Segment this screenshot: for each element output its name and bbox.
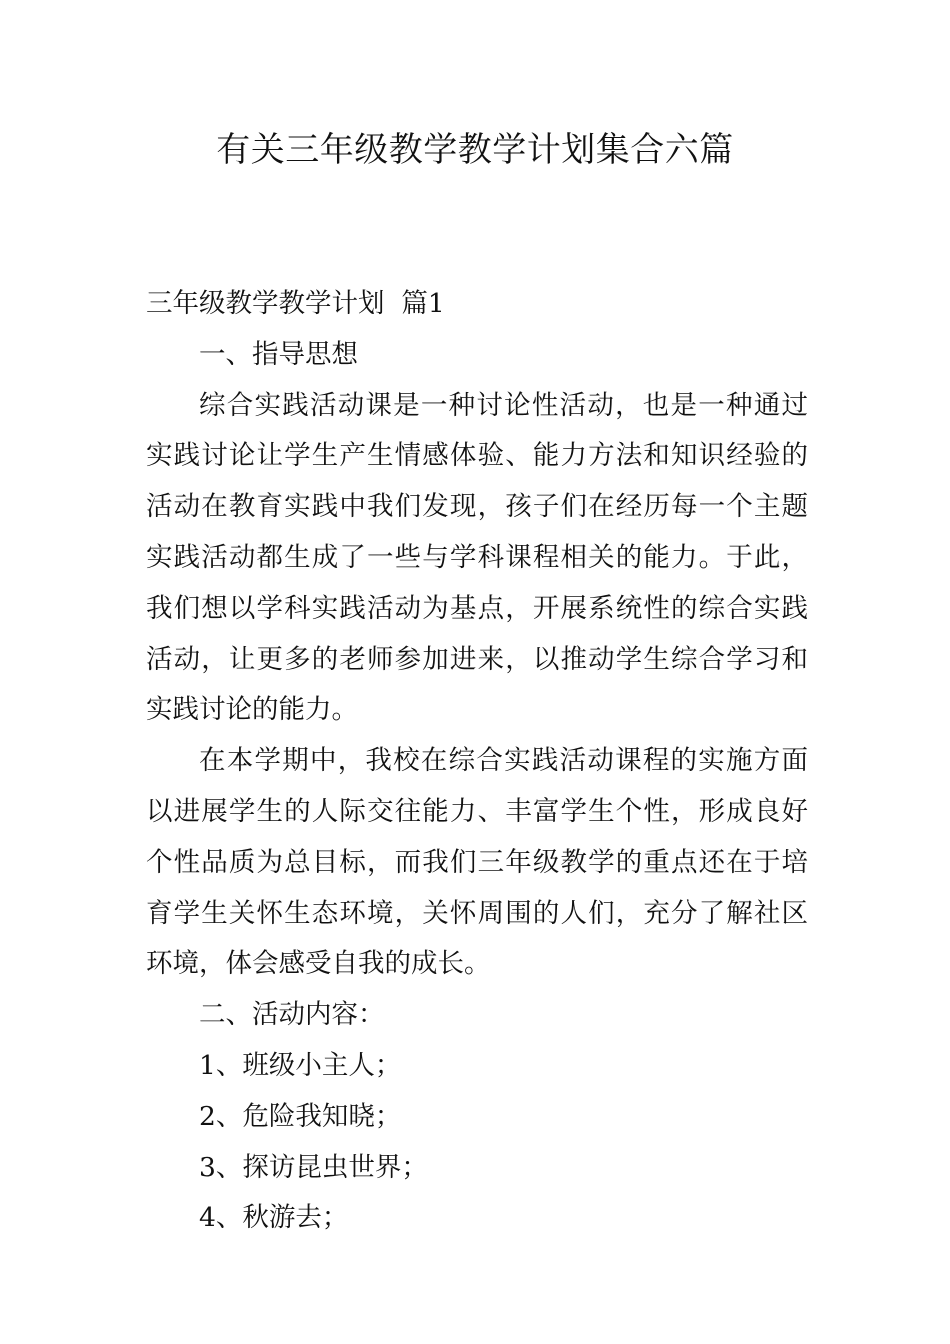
paragraph-intro: 综合实践活动课是一种讨论性活动，也是一种通过实践讨论让学生产生情感体验、能力方法和知识经验的活动在教育实践中我们发现，孩子们在经历每一个主题实践活动都生成了一些与学科课程相关的能力。于此，我们想以学科实践活动为基点，开展系统性的综合实践活动，让更多的老师参加进来，以推动学生综合学习和实践讨论的能力。 (146, 389, 808, 726)
list-item: 2、危险我知晓； (199, 1100, 402, 1132)
activity-content-heading: 二、活动内容： (199, 999, 385, 1031)
list-item: 1、班级小主人； (199, 1049, 402, 1081)
list-item: 4、秋游去； (199, 1202, 349, 1234)
paragraph-semester-goals: 在本学期中，我校在综合实践活动课程的实施方面以进展学生的人际交往能力、丰富学生个性，形成良好个性品质为总目标，而我们三年级教学的重点还在于培育学生关怀生态环境，关怀周围的人们，充分了解社区环境，体会感受自我的成长。 (146, 745, 808, 980)
document-title: 有关三年级教学教学计划集合六篇 (216, 130, 734, 170)
document-body (146, 279, 808, 1244)
section-heading: 三年级教学教学计划 篇1 (146, 288, 445, 319)
guiding-ideology-heading: 一、指导思想 (199, 338, 358, 370)
list-item: 3、探访昆虫世界； (199, 1151, 428, 1183)
